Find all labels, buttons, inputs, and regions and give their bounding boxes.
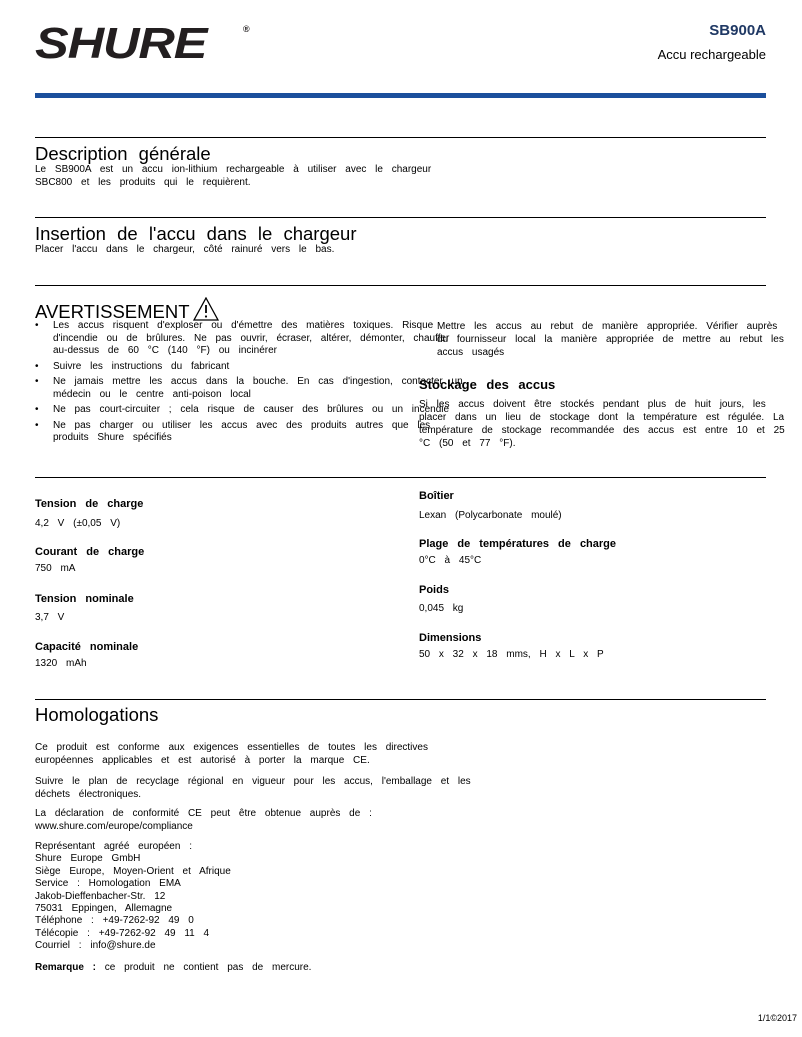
remark-text: ce produit ne contient pas de mercure. <box>96 962 312 973</box>
rep-line: Représentant agréé européen : <box>35 841 192 852</box>
rep-line: Shure Europe GmbH <box>35 853 141 865</box>
spec-label: Courant de charge <box>35 546 145 558</box>
product-subtitle: Accu rechargeable <box>657 47 766 62</box>
specs-left <box>35 497 395 670</box>
homologations-heading: Homologations <box>35 704 159 725</box>
rep-line: Siège Europe, Moyen-Orient et Afrique <box>35 865 231 877</box>
spec-value: 0,045 kg <box>419 603 464 614</box>
insertion-body: Placer l'accu dans le chargeur, côté rainuré vers le bas. <box>35 244 335 255</box>
rep-line: Courriel : info@shure.de <box>35 940 156 952</box>
warning-item: • Ne pas court-circuiter ; cela risque de causer des brûlures ou un incendie <box>35 404 465 417</box>
warning-item: • Ne pas charger ou utiliser les accus avec des produits autres que les produits Shure spécifiés <box>35 420 465 445</box>
eu-representative <box>35 841 475 953</box>
description-body: Le SB900A est un accu ion-lithium rechargeable à utiliser avec le chargeur SBC800 et les produits qui le requièrent. <box>35 164 432 188</box>
rep-line: Jakob-Dieffenbacher-Str. 12 <box>35 890 166 902</box>
shure-logo <box>35 19 253 68</box>
specs-right <box>419 489 789 661</box>
remark <box>35 961 475 974</box>
warning-heading: AVERTISSEMENT <box>35 301 190 322</box>
spec-value: 50 x 32 x 18 mms, H x L x P <box>419 649 604 660</box>
spec-label: Plage de températures de charge <box>419 538 617 550</box>
spec-label: Poids <box>419 584 449 596</box>
spec-value: 750 mA <box>35 563 76 574</box>
warning-item: • Ne jamais mettre les accus dans la bouche. En cas d'ingestion, contacter un médecin ou le centre anti-poison local <box>35 376 465 401</box>
storage-heading: Stockage des accus <box>419 377 556 392</box>
section-rule <box>35 217 766 218</box>
spec-value: 0°C à 45°C <box>419 555 482 566</box>
header-divider <box>35 93 766 98</box>
warning-list <box>35 320 465 448</box>
disposal-text: Mettre les accus au rebut de manière appropriée. Vérifier auprès du fournisseur local la manière appropriée de mettre au rebut les accus usagés <box>437 321 784 358</box>
rep-line: 75031 Eppingen, Allemagne <box>35 903 173 915</box>
rep-line: Service : Homologation EMA <box>35 878 181 890</box>
warning-item: • Suivre les instructions du fabricant <box>35 361 465 374</box>
remark-label: Remarque : <box>35 962 97 973</box>
spec-label: Tension de charge <box>35 498 144 510</box>
storage-body: Si les accus doivent être stockés pendant plus de huit jours, les placer dans un lieu de stockage dont la température est régulée. La température de stockage recommandée des accus est entre 10 et 25 °C (50 et 77 °F). <box>419 399 785 449</box>
registered-mark: ® <box>243 24 250 34</box>
warning-item: • Les accus risquent d'exploser ou d'émettre des matières toxiques. Risque d'incendie ou de brûlures. Ne pas ouvrir, écraser, altérer, démonter, chauffer au-dessus de 60 °C (140 °F) ou incinérer <box>35 320 465 358</box>
spec-label: Dimensions <box>419 632 482 644</box>
spec-value: 4,2 V (±0,05 V) <box>35 518 121 529</box>
section-rule <box>35 137 766 138</box>
brand-name: SHURE <box>35 19 207 68</box>
section-rule <box>35 285 766 286</box>
spec-value: 3,7 V <box>35 612 65 623</box>
homologations-declaration: La déclaration de conformité CE peut être obtenue auprès de : www.shure.com/europe/compliance <box>35 808 372 832</box>
rep-line: Télécopie : +49-7262-92 49 11 4 <box>35 927 210 939</box>
section-rule <box>35 699 766 700</box>
spec-label: Tension nominale <box>35 593 134 605</box>
spec-label: Boîtier <box>419 490 454 502</box>
homologations-recycling: Suivre le plan de recyclage régional en vigueur pour les accus, l'emballage et les déchets électroniques. <box>35 776 471 800</box>
model-number: SB900A <box>709 22 766 39</box>
spec-value: Lexan (Polycarbonate moulé) <box>419 510 562 521</box>
insertion-heading: Insertion de l'accu dans le chargeur <box>35 223 357 244</box>
section-rule <box>35 477 766 478</box>
spec-value: 1320 mAh <box>35 658 87 669</box>
description-heading: Description générale <box>35 143 211 164</box>
homologations-ce: Ce produit est conforme aux exigences essentielles de toutes les directives européennes applicables et est autorisé à porter la marque CE. <box>35 742 428 766</box>
rep-line: Téléphone : +49-7262-92 49 0 <box>35 915 194 927</box>
spec-label: Capacité nominale <box>35 641 139 653</box>
page-footer: 1/1©2017 <box>757 1013 797 1023</box>
